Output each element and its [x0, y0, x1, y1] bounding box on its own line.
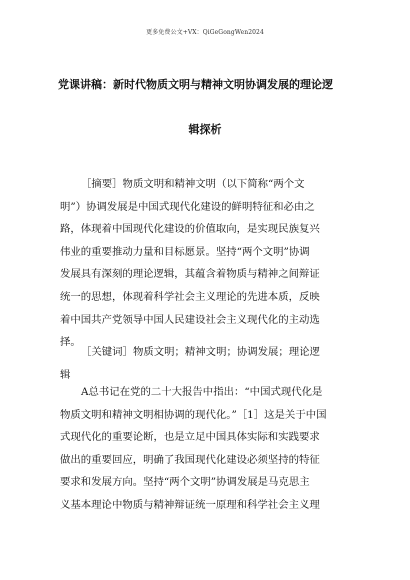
abstract-line: 路，体现着中国现代化建设的价值取向，是实现民族复兴	[60, 223, 320, 236]
header-note: 更多免费公文+VX：QiGeGongWen2024	[146, 29, 264, 36]
keywords-line: ［关键词］物质文明；精神文明；协调发展；理论逻	[81, 346, 320, 358]
abstract-line: 统一的思想，体现着科学社会主义理论的先进本质，反映	[60, 290, 320, 303]
abstract-line: 伟业的重要推动力量和目标愿景。坚持“两个文明”协调	[60, 245, 310, 258]
title-line-1: 党课讲稿：新时代物质文明与精神文明协调发展的理论逻	[58, 78, 333, 91]
paragraph-line: A总书记在党的二十大报告中指出：“中国式现代化是	[81, 386, 323, 398]
abstract-line: 发展具有深刻的理论逻辑，其蕴含着物质与精神之间辩证	[60, 268, 320, 281]
paragraph-line: 式现代化的重要论断，也是立足中国具体实际和实践要求	[60, 431, 320, 444]
keywords-line: 辑	[60, 368, 71, 381]
paragraph-line: 要求和发展方向。坚持“两个文明”协调发展是马克思主	[60, 476, 310, 489]
body-paragraph	[60, 381, 360, 517]
title-line-2: 辑探析	[188, 123, 222, 136]
paragraph-line: 义基本理论中物质与精神辩证统一原理和科学社会主义理	[60, 498, 320, 511]
abstract-line: 明”）协调发展是中国式现代化建设的鲜明特征和必由之	[60, 200, 315, 213]
paragraph-line: 物质文明和精神文明相协调的现代化。”［1］这是关于中国	[60, 408, 327, 421]
abstract-line: 择。	[60, 336, 81, 349]
keywords	[60, 341, 360, 386]
abstract	[60, 173, 360, 354]
abstract-line: ［摘要］物质文明和精神文明（以下简称“两个文	[81, 178, 305, 190]
abstract-line: 着中国共产党领导中国人民建设社会主义现代化的主动选	[60, 313, 320, 326]
paragraph-line: 做出的重要回应，明确了我国现代化建设必须坚持的特征	[60, 453, 320, 466]
